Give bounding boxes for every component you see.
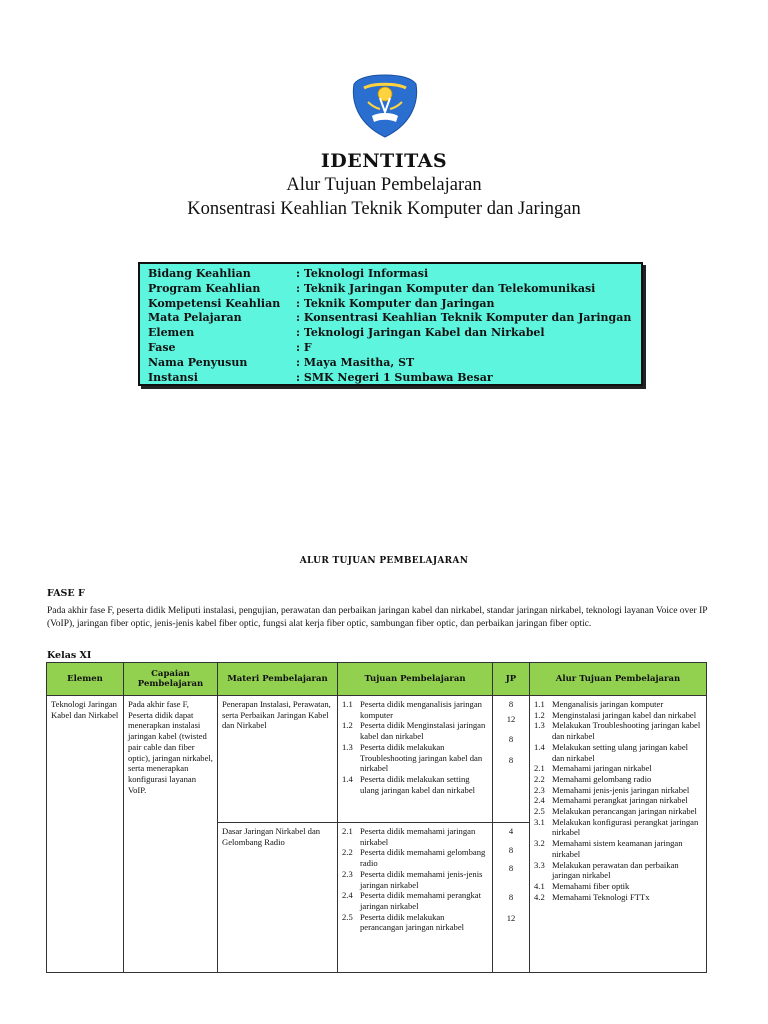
- item-text: Melakukan perancangan jaringan nirkabel: [552, 806, 697, 817]
- identity-value: : Maya Masitha, ST: [296, 355, 415, 369]
- header-elemen: Elemen: [47, 663, 124, 696]
- list-item: [342, 912, 488, 933]
- identity-row: [148, 297, 633, 312]
- page-title: IDENTITAS: [320, 150, 448, 172]
- kelas-heading: Kelas XI: [47, 650, 92, 661]
- item-number: 2.5: [534, 806, 545, 817]
- elemen-cell: Teknologi Jaringan Kabel dan Nirkabel: [47, 696, 124, 973]
- materi-cell: Dasar Jaringan Nirkabel dan Gelombang Radio: [218, 823, 338, 973]
- identity-label: Bidang Keahlian: [148, 267, 251, 280]
- list-item: [534, 806, 702, 817]
- identity-row: [148, 267, 633, 282]
- alur-list: [534, 699, 702, 902]
- header-tujuan: Tujuan Pembelajaran: [338, 663, 493, 696]
- list-item: [534, 795, 702, 806]
- item-number: 4.1: [534, 880, 545, 891]
- identity-label: Elemen: [148, 326, 195, 340]
- jp-value: 8: [508, 844, 514, 855]
- identity-value: : SMK Negeri 1 Sumbawa Besar: [296, 370, 493, 384]
- item-text: Peserta didik menganalisis jaringan komputer: [360, 699, 482, 720]
- identity-row: [148, 371, 633, 386]
- item-number: 2.1: [534, 763, 545, 774]
- identity-value: : Teknologi Jaringan Kabel dan Nirkabel: [296, 326, 545, 340]
- alur-cell: [530, 696, 707, 973]
- item-number: 1.2: [534, 709, 545, 720]
- jp-value: 8: [508, 755, 514, 766]
- item-text: Peserta didik memahami perangkat jaringan nirkabel: [360, 890, 481, 911]
- item-number: 2.2: [342, 847, 353, 858]
- identity-label: Nama Penyusun: [148, 355, 248, 369]
- item-number: 2.4: [534, 795, 545, 806]
- item-number: 1.3: [342, 741, 353, 752]
- item-number: 1.4: [534, 741, 545, 752]
- identity-row: [148, 311, 633, 326]
- list-item: [534, 817, 702, 838]
- jp-value: 8: [508, 734, 514, 745]
- list-item: [342, 890, 488, 911]
- list-item: [534, 838, 702, 859]
- tujuan-list: [342, 826, 488, 933]
- item-number: 2.2: [534, 773, 545, 784]
- identity-label: Mata Pelajaran: [148, 311, 242, 325]
- jp-value: 12: [506, 912, 516, 923]
- item-number: 2.3: [534, 784, 545, 795]
- identity-value: : F: [296, 340, 312, 354]
- item-text: Melakukan Troubleshooting jaringan kabel dan nirkabel: [552, 720, 701, 742]
- item-number: 3.3: [534, 859, 545, 870]
- identity-row: [148, 326, 633, 341]
- identity-value: : Konsentrasi Keahlian Teknik Komputer dan Jaringan: [296, 311, 632, 325]
- list-item: [342, 699, 488, 720]
- item-number: 2.5: [342, 911, 353, 922]
- list-item: [342, 720, 488, 741]
- page-subtitle-2: Konsentrasi Keahlian Teknik Komputer dan Jaringan: [187, 199, 581, 219]
- identity-label: Program Keahlian: [148, 281, 261, 295]
- identity-label: Fase: [148, 340, 176, 354]
- jp-value: 8: [508, 892, 514, 903]
- item-text: Menganalisis jaringan komputer: [552, 699, 664, 709]
- item-number: 2.1: [342, 826, 353, 836]
- header-capaian: Capaian Pembelajaran: [124, 663, 218, 696]
- jp-cell: [493, 696, 530, 823]
- list-item: [534, 742, 702, 763]
- fase-heading: FASE F: [47, 588, 85, 599]
- list-item: [342, 847, 488, 868]
- item-number: 2.3: [342, 868, 353, 879]
- item-number: 1.1: [534, 699, 545, 709]
- item-number: 2.4: [342, 890, 353, 901]
- item-text: Peserta didik memahami jenis-jenis jaringan nirkabel: [360, 868, 483, 890]
- tujuan-cell: [338, 823, 493, 973]
- list-item: [534, 892, 702, 903]
- list-item: [342, 742, 488, 774]
- table-row: [47, 696, 707, 823]
- item-text: Peserta didik melakukan Troubleshooting jaringan kabel dan nirkabel: [360, 741, 483, 774]
- identity-box: [138, 262, 643, 386]
- item-text: Peserta didik memahami gelombang radio: [360, 847, 486, 869]
- header-materi: Materi Pembelajaran: [218, 663, 338, 696]
- table-header-row: [47, 663, 707, 696]
- list-item: [534, 774, 702, 785]
- item-text: Melakukan perawatan dan perbaikan jaringan nirkabel: [552, 859, 679, 881]
- identity-value: : Teknik Jaringan Komputer dan Telekomunikasi: [296, 281, 596, 295]
- identity-value: : Teknologi Informasi: [296, 267, 429, 280]
- item-number: 1.1: [342, 699, 353, 709]
- atp-table: [46, 662, 707, 973]
- jp-value: 8: [508, 699, 514, 709]
- item-text: Peserta didik melakukan perancangan jaringan nirkabel: [360, 911, 465, 933]
- tujuan-list: [342, 699, 488, 795]
- item-number: 1.4: [342, 773, 353, 784]
- item-text: Melakukan setting ulang jaringan kabel dan nirkabel: [552, 741, 689, 763]
- jp-value: 4: [508, 826, 514, 836]
- list-item: [534, 763, 702, 774]
- item-text: Memahami jenis-jenis jaringan nirkabel: [552, 784, 690, 795]
- capaian-cell: Pada akhir fase F, Peserta didik dapat menerapkan instalasi jaringan kabel (twisted pair cable dan fiber optic), jaringan nirkabel, serta menerapkan konfigurasi layanan VoIP.: [124, 696, 218, 973]
- identity-label: Kompetensi Keahlian: [148, 296, 281, 310]
- item-number: 1.2: [342, 720, 353, 731]
- identity-label: Instansi: [148, 370, 198, 384]
- item-text: Memahami Teknologi FTTx: [552, 891, 650, 902]
- item-number: 3.2: [534, 838, 545, 849]
- item-text: Memahami gelombang radio: [552, 773, 652, 784]
- identity-row: [148, 341, 633, 356]
- section-title: ALUR TUJUAN PEMBELAJARAN: [299, 556, 469, 566]
- jp-value: 12: [506, 713, 516, 724]
- list-item: [342, 826, 488, 847]
- tut-wuri-handayani-logo-icon: [350, 72, 420, 140]
- page-subtitle-1: Alur Tujuan Pembelajaran: [286, 175, 482, 195]
- jp-cell: [493, 823, 530, 973]
- list-item: [534, 860, 702, 881]
- item-text: Memahami jaringan nirkabel: [552, 763, 652, 774]
- list-item: [534, 881, 702, 892]
- identity-value: : Teknik Komputer dan Jaringan: [296, 296, 495, 310]
- materi-cell: Penerapan Instalasi, Perawatan, serta Perbaikan Jaringan Kabel dan Nirkabel: [218, 696, 338, 823]
- item-text: Memahami sistem keamanan jaringan nirkabel: [552, 838, 683, 859]
- list-item: [534, 785, 702, 796]
- item-number: 4.2: [534, 891, 545, 902]
- list-item: [534, 710, 702, 721]
- list-item: [342, 774, 488, 795]
- item-text: Memahami fiber optik: [552, 880, 630, 891]
- item-text: Memahami perangkat jaringan nirkabel: [552, 795, 688, 806]
- fase-description: Pada akhir fase F, peserta didik Meliputi instalasi, pengujian, perawatan dan perbaikan jaringan kabel dan nirkabel, standar jaringan nirkabel, teknologi layanan Voice over IP (VoIP), jaringan fiber optic, jenis-jenis kabel fiber optic, fungsi alat kerja fiber optic, sambungan fiber optic, dan perbaikan jaringan fiber optic.: [47, 606, 708, 629]
- item-text: Peserta didik Menginstalasi jaringan kabel dan nirkabel: [360, 720, 486, 742]
- item-number: 1.3: [534, 720, 545, 731]
- list-item: [534, 720, 702, 741]
- header-jp: JP: [493, 663, 530, 696]
- tujuan-cell: [338, 696, 493, 823]
- item-text: Peserta didik melakukan setting ulang jaringan kabel dan nirkabel: [360, 773, 476, 795]
- item-text: Peserta didik memahami jaringan nirkabel: [360, 826, 476, 847]
- jp-value: 8: [508, 863, 514, 874]
- identity-row: [148, 356, 633, 371]
- list-item: [342, 869, 488, 890]
- header-alur: Alur Tujuan Pembelajaran: [530, 663, 707, 696]
- item-text: Melakukan konfigurasi perangkat jaringan nirkabel: [552, 816, 699, 838]
- item-number: 3.1: [534, 816, 545, 827]
- identity-row: [148, 282, 633, 297]
- item-text: Menginstalasi jaringan kabel dan nirkabel: [552, 709, 697, 720]
- list-item: [534, 699, 702, 710]
